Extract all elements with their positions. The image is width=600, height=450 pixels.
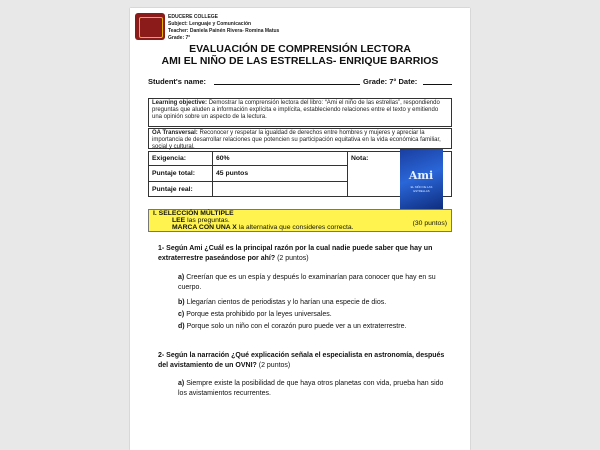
q1-option-c[interactable]: c) Porque esta prohibido por la leyes universales.	[178, 311, 332, 318]
exigencia-label: Exigencia:	[152, 155, 186, 162]
question-2-text: 2- Según la narración ¿Qué explicación señala el especialista en astronomía, después del avistamiento de un OVNI?	[158, 352, 445, 369]
student-name-field[interactable]	[214, 77, 360, 85]
q1-option-d[interactable]: d) Porque solo un niño con el corazón puro puede ver a un extraterrestre.	[178, 323, 407, 330]
grade-line: Grade: 7°	[168, 35, 191, 41]
instruction-read: LEE las preguntas.	[172, 217, 230, 224]
doc-title-line1: EVALUACIÓN DE COMPRENSIÓN LECTORA	[189, 43, 411, 55]
question-2	[158, 351, 452, 370]
date-field[interactable]	[423, 77, 452, 85]
subject-line: Subject: Lenguaje y Comunicación	[168, 21, 252, 27]
grade-date-label: Grade: 7° Date:	[363, 77, 418, 86]
learning-objective-label: Learning objective:	[152, 100, 208, 106]
oa-transversal-text: Reconocer y respetar la igualdad de derechos entre hombres y mujeres y apreciar la importancia de desarrollar relaciones que potencien su participación equitativa en la vida económica familiar, social y cultural.	[152, 130, 441, 150]
learning-objective-text: Demostrar la comprensión lectora del libro: “Ami el niño de las estrellas”, respondiendo preguntas que aluden a información explícita e implícita, estableciendo relaciones entre el texto y emitiendo una opinión sobre un aspecto de la lectura.	[152, 100, 440, 120]
question-1	[158, 244, 452, 263]
instruction-mark: MARCA CON UNA X la alternativa que consideres correcta.	[172, 224, 354, 231]
puntaje-total-value: 45 puntos	[216, 170, 249, 177]
puntaje-total-label: Puntaje total:	[152, 170, 196, 177]
oa-transversal-label: OA Transversal:	[152, 130, 198, 136]
section-title: I. SELECCIÓN MÚLTIPLE	[153, 210, 234, 217]
book-cover-image	[400, 149, 443, 211]
oa-transversal-box	[148, 128, 452, 149]
book-cover-subtitle: EL NIÑO DE LAS ESTRELLAS	[410, 185, 433, 193]
question-1-text: 1- Según Ami ¿Cuál es la principal razón por la cual nadie puede saber que hay un extraterrestre paseándose por ahí?	[158, 245, 433, 262]
question-2-points: (2 puntos)	[258, 361, 291, 369]
school-name: EDUCERE COLLEGE	[168, 14, 219, 20]
question-1-points: (2 puntos)	[277, 254, 309, 262]
exigencia-value: 60%	[216, 155, 230, 162]
q2-option-a[interactable]: a) Siempre existe la posibilidad de que haya otros planetas con vida, prueba han sido los avistamientos recurrentes.	[178, 380, 444, 397]
school-logo	[135, 13, 165, 40]
q1-option-b[interactable]: b) Llegarían cientos de periodistas y lo harían una especie de dios.	[178, 299, 387, 306]
student-name-label: Student's name:	[148, 77, 207, 86]
teacher-line: Teacher: Daniela Painén Rivera- Romina Matus	[168, 28, 280, 34]
nota-label: Nota:	[351, 155, 369, 162]
book-cover-title: Ami	[408, 169, 434, 182]
q1-option-a[interactable]: a) Creerían que es un espía y después lo examinarían para conocer que hay en su cuerpo.	[178, 274, 436, 291]
section-points: (30 puntos)	[412, 220, 447, 227]
doc-title-line2: AMI EL NIÑO DE LAS ESTRELLAS- ENRIQUE BARRIOS	[161, 55, 439, 67]
document-page	[130, 8, 470, 450]
section-header	[148, 209, 452, 232]
learning-objective-box	[148, 98, 452, 127]
puntaje-real-label: Puntaje real:	[152, 186, 193, 193]
